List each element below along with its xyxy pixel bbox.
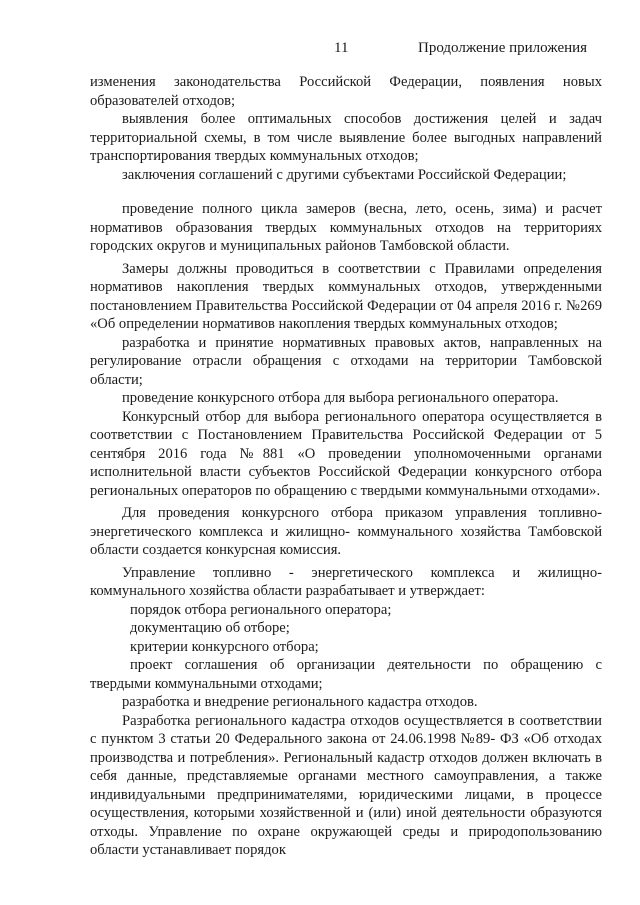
paragraph: разработка и принятие нормативных правовых актов, направленных на регулирование отрасли обращения с отходами на территории Тамбовской области;	[90, 334, 602, 388]
page-header	[0, 40, 640, 60]
list-item: порядок отбора регионального оператора;	[130, 601, 392, 618]
page-number: 11	[334, 40, 349, 56]
list-item: проект соглашения об организации деятельности по обращению с твердыми коммунальными отходами;	[90, 657, 602, 692]
document-body	[90, 73, 602, 860]
paragraph: разработка и внедрение регионального кадастра отходов.	[122, 694, 478, 710]
paragraph: Конкурсный отбор для выбора регионального оператора осуществляется в соответствии с Постановлением Правительства Российской Федерации от 5 сентября 2016 года №881 «О проведении уполномоченными органами исполнительной власти субъектов Российской Федерации конкурсного отбора региональных операторов по обращению с твердыми коммунальными отходами».	[90, 408, 602, 499]
paragraph: Замеры должны проводиться в соответствии с Правилами определения нормативов накопления твердых коммунальных отходов, утвержденными постановлением Правительства Российской Федерации от 04 апреля 2016 г. №269 «Об определении нормативов накопления твердых коммунальных отходов;	[90, 260, 602, 332]
paragraph: Разработка регионального кадастра отходов осуществляется в соответствии с пунктом 3 статьи 20 Федерального закона от 24.06.1998 №89- ФЗ «Об отходах производства и потребления». Региональный кадастр отходов должен включать в себя данные, представляемые органами местного самоуправления, а также индивидуальными предпринимателями, юридическими лицами, в процессе осуществления, которыми хозяйственной и (или) иной деятельности образуются отходы. Управление по охране окружающей среды и природопользованию области устанавливает порядок	[90, 712, 602, 858]
paragraph: заключения соглашений с другими субъектами Российской Федерации;	[122, 166, 567, 183]
paragraph: изменения законодательства Российской Федерации, появления новых образователей отходов;	[90, 74, 602, 109]
list-item: документацию об отборе;	[130, 620, 290, 636]
paragraph: выявления более оптимальных способов достижения целей и задач территориальной схемы, в том числе выявление более выгодных направлений транспортирования твердых коммунальных отходов;	[90, 111, 602, 164]
appendix-continuation-title: Продолжение приложения	[418, 40, 588, 56]
paragraph: проведение конкурсного отбора для выбора регионального оператора.	[122, 390, 559, 406]
paragraph: проведение полного цикла замеров (весна, лето, осень, зима) и расчет нормативов образования твердых коммунальных отходов на территориях городских округов и муниципальных районов Тамбовской области.	[90, 201, 602, 254]
paragraph: Для проведения конкурсного отбора приказом управления топливно-энергетического комплекса и жилищно- коммунального хозяйства Тамбовской области создается конкурсная комиссия.	[90, 505, 602, 558]
list-item: критерии конкурсного отбора;	[130, 638, 319, 655]
paragraph: Управление топливно - энергетического комплекса и жилищно-коммунального хозяйства области разрабатывает и утверждает:	[90, 564, 602, 599]
